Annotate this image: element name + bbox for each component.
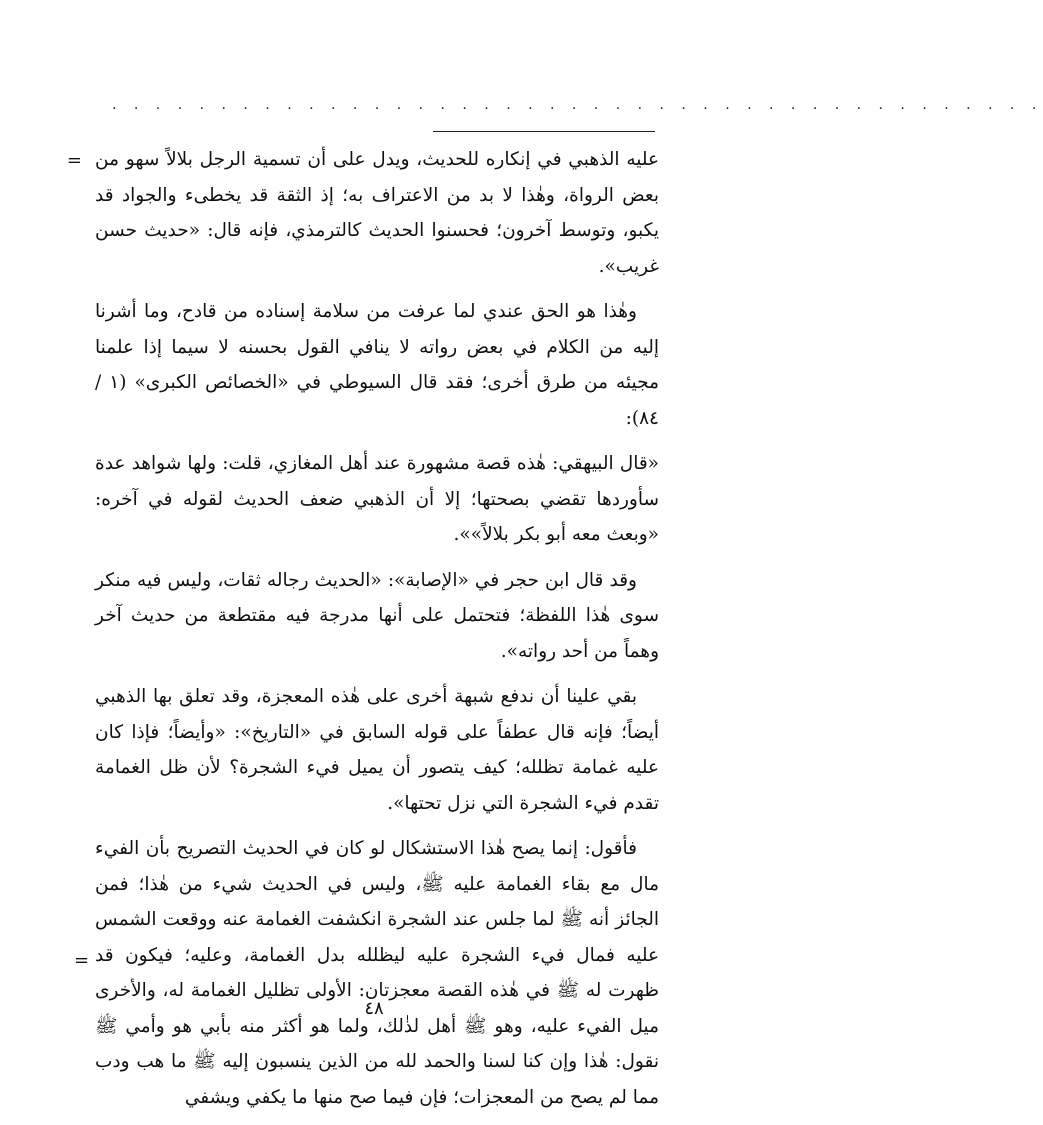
paragraph-4: وقد قال ابن حجر في «الإصابة»: «الحديث رجاله ثقات، وليس فيه منكر سوى هٰذا اللفظة؛ فتحتمل على أنها مدرجة فيه مقتطعة من حديث آخر وهماً من أحد رواته».	[95, 569, 659, 662]
paragraph-6: فأقول: إنما يصح هٰذا الاستشكال لو كان في الحديث التصريح بأن الفيء مال مع بقاء الغمامة عليه ﷺ، وليس في الحديث شيء من هٰذا؛ فمن الجائز أنه ﷺ لما جلس عند الشجرة انكشفت الغمامة عنه ووقعت الشمس عليه فمال فيء الشجرة عليه ليظلله بدل الغمامة، وعليه؛ فيكون قد ظهرت له ﷺ في هٰذه القصة معجزتان: الأولى تظليل الغمامة له، والأخرى ميل الفيء عليه، وهو ﷺ أهل لذٰلك، ولما هو أكثر منه بأبي هو وأمي ﷺ نقول: هٰذا وإن كنا لسنا والحمد لله من الذين ينسبون إليه ﷺ ما هب ودب مما لم يصح من المعجزات؛ فإن فيما صح منها ما يكفي ويشفي	[95, 838, 659, 1108]
body-text	[95, 142, 659, 1125]
paragraph-3-quote: «قال البيهقي: هٰذه قصة مشهورة عند أهل المغازي، قلت: ولها شواهد عدة سأوردها تقضي بصحتها؛ إلا أن الذهبي ضعف الحديث لقوله في آخره: «وبعث معه أبو بكر بلالاً»».	[95, 453, 659, 545]
continuation-mark-end: =	[74, 950, 90, 971]
footnote-rule-line	[433, 131, 655, 132]
paragraph-1: عليه الذهبي في إنكاره للحديث، ويدل على أن تسمية الرجل بلالاً سهو من بعض الرواة، وهٰذا لا بد من الاعتراف به؛ إذ الثقة قد يخطىء والجواد قد يكبو، وتوسط آخرون؛ فحسنوا الحديث كالترمذي، فإنه قال: «حديث حسن غريب».	[95, 149, 659, 277]
paragraph-5: بقي علينا أن ندفع شبهة أخرى على هٰذه المعجزة، وقد تعلق بها الذهبي أيضاً؛ فإنه قال عطفاً على قوله السابق في «التاريخ»: «وأيضاً؛ فإذا كان عليه غمامة تظلله؛ كيف يتصور أن يميل فيء الشجرة؟ لأن ظل الغمامة تقدم فيء الشجرة التي نزل تحتها».	[95, 686, 659, 814]
page-number: ٤٨	[364, 998, 384, 1019]
footnote-dotted-separator: . . . . . . . . . . . . . . . . . . . . . . . . . . . . . . . . . . . . . . . . . . .	[112, 97, 1043, 113]
paragraph-2: وهٰذا هو الحق عندي لما عرفت من سلامة إسناده من قادح، وما أشرنا إليه من الكلام في بعض رواته لا ينافي القول بحسنه لا سيما إذا علمنا مجيئه من طرق أخرى؛ فقد قال السيوطي في «الخصائص الكبرى» (١ / ٨٤):	[95, 301, 659, 429]
continuation-mark-start: =	[66, 150, 82, 171]
